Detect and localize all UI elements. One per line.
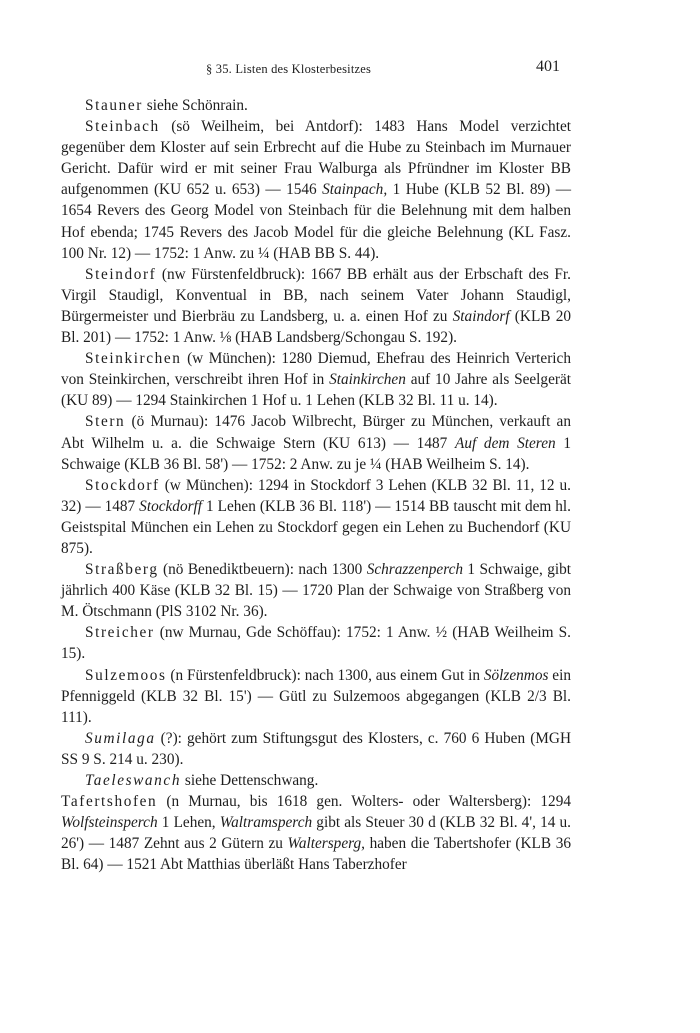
entry-headword: Tafertshofen (61, 793, 158, 811)
entry-text: 1 Hube (KLB 52 Bl. 89) — 1654 Revers des Georg Model von Steinbach für die Belehnung mit dem halben Hof ebenda; 1745 Revers des Jacob Model für die gleiche Belehnung (KL Fasz. 100 Nr. 12) — 1752: 1 Anw. zu ¼ (HAB BB S. 44). (61, 181, 571, 262)
historical-name: Auf dem Steren (454, 434, 556, 452)
entry-text: (n Murnau, bis 1618 gen. Wolters- oder Waltersberg): 1294 (157, 793, 571, 811)
entry-text: (sö Weilheim, bei Antdorf): 1483 Hans Model verzichtet gegenüber dem Kloster auf sein Erbrecht auf die Hube zu Steinbach im Murnauer Gericht. Dafür wird er mit seiner Frau Walburga als Pfründner im Kloster BB aufgenommen (KU 652 u. 653) — 1546 (61, 118, 571, 199)
entry-text: 1 Lehen, (157, 814, 220, 832)
entry-text: (ö Murnau): 1476 Jacob Wilbrecht, Bürger zu München, verkauft an Abt Wilhelm u. a. die Schwaige Stern (KU 613) — 1487 (61, 413, 571, 452)
historical-name: Waltramsperch (219, 814, 313, 832)
entry-text: (w München): 1294 in Stockdorf 3 Lehen (KLB 32 Bl. 11, 12 u. 32) — 1487 (61, 476, 571, 515)
entry-headword: Straßberg (85, 561, 159, 579)
entry-text: (w München): 1280 Diemud, Ehefrau des Heinrich Verterich von Steinkirchen, verschreibt ihren Hof in (61, 350, 571, 389)
entry-headword: Stauner (85, 97, 143, 114)
running-head (0, 58, 700, 80)
register-entry (61, 791, 571, 875)
entry-text: auf 10 Jahre als Seelgerät (KU 89) — 1294 Stainkirchen 1 Hof u. 1 Lehen (KLB 32 Bl. 11 u. 14). (61, 371, 572, 410)
register-entry (61, 622, 571, 664)
entry-headword: Steinbach (85, 118, 160, 136)
register-entry (61, 728, 571, 770)
entry-text: (n Fürstenfeldbruck): nach 1300, aus einem Gut in (166, 666, 484, 684)
entry-headword: Steinkirchen (85, 350, 182, 368)
register-entry (61, 665, 571, 728)
register-entry (61, 264, 571, 348)
entry-text: gibt als Steuer 30 d (KLB 32 Bl. 4', 14 u. 26') — 1487 Zehnt aus 2 Gütern zu (61, 814, 572, 853)
register-entry (61, 348, 571, 411)
entry-headword: Stockdorf (85, 476, 160, 494)
historical-name: Stainpach, (322, 181, 388, 199)
entry-text: (nö Benediktbeuern): nach 1300 (158, 561, 367, 579)
register-entry (61, 475, 571, 559)
entry-text: 1 Lehen (KLB 36 Bl. 118') — 1514 BB tauscht mit dem hl. Geistspital München ein Lehen zu Stockdorf gegen ein Lehen zu Buchendorf (KU 875). (61, 497, 571, 557)
entry-headword: Streicher (85, 624, 155, 642)
entry-text: (KLB 20 Bl. 201) — 1752: 1 Anw. ⅛ (HAB Landsberg/Schongau S. 192). (61, 307, 571, 347)
entry-text: 1 Schwaige, gibt jährlich 400 Käse (KLB 32 Bl. 15) — 1720 Plan der Schwaige von Straßberg von M. Ötschmann (PlS 3102 Nr. 36). (61, 561, 571, 621)
running-head-title: § 35. Listen des Klosterbesitzes (206, 62, 372, 76)
entry-text: haben die Tabertshofer (KLB 36 Bl. 64) — 1521 Abt Matthias überläßt Hans Taberzhofer (61, 835, 571, 874)
historical-name: Staindorf (452, 307, 510, 325)
historical-name: Stainkirchen (329, 371, 406, 389)
register-entry (61, 411, 571, 474)
register-entry (61, 559, 571, 622)
entry-text: (nw Murnau, Gde Schöffau): 1752: 1 Anw. ½ (HAB Weilheim S. 15). (61, 624, 571, 663)
entry-text: siehe Schönrain. (142, 97, 248, 114)
page-number: 401 (536, 58, 560, 75)
historical-name: Schrazzenperch (366, 561, 464, 579)
entry-headword: Taeleswanch (85, 772, 182, 789)
entry-text: 1 Schwaige (KLB 36 Bl. 58') — 1752: 2 Anw. zu je ¼ (HAB Weilheim S. 14). (61, 434, 571, 473)
entry-headword: Sulzemoos (85, 666, 167, 684)
register-entry (61, 770, 571, 791)
entry-headword: Sumilaga (85, 729, 156, 747)
register-entries (61, 95, 571, 875)
entry-text: (?): gehört zum Stiftungsgut des Klosters, c. 760 6 Huben (MGH SS 9 S. 214 u. 230). (61, 729, 571, 768)
register-entry (61, 116, 571, 264)
historical-name: Stockdorff (139, 497, 203, 515)
historical-name: Waltersperg, (287, 835, 365, 853)
entry-text: siehe Dettenschwang. (181, 772, 319, 789)
entry-headword: Steindorf (85, 265, 157, 283)
historical-name: Sölzenmos (483, 666, 549, 684)
historical-name: Wolfsteinsperch (61, 814, 158, 832)
entry-text: (nw Fürstenfeldbruck): 1667 BB erhält aus der Erbschaft des Fr. Virgil Staudigl, Konventual in BB, nach seinem Vater Johann Staudigl, Bürgermeister und Bierbräu zu Landsberg, u. a. einen Hof zu (61, 265, 571, 325)
entry-headword: Stern (85, 413, 126, 431)
register-entry (61, 95, 571, 116)
entry-text: ein Pfenniggeld (KLB 32 Bl. 15') — Gütl zu Sulzemoos abgegangen (KLB 2/3 Bl. 111). (61, 666, 571, 726)
